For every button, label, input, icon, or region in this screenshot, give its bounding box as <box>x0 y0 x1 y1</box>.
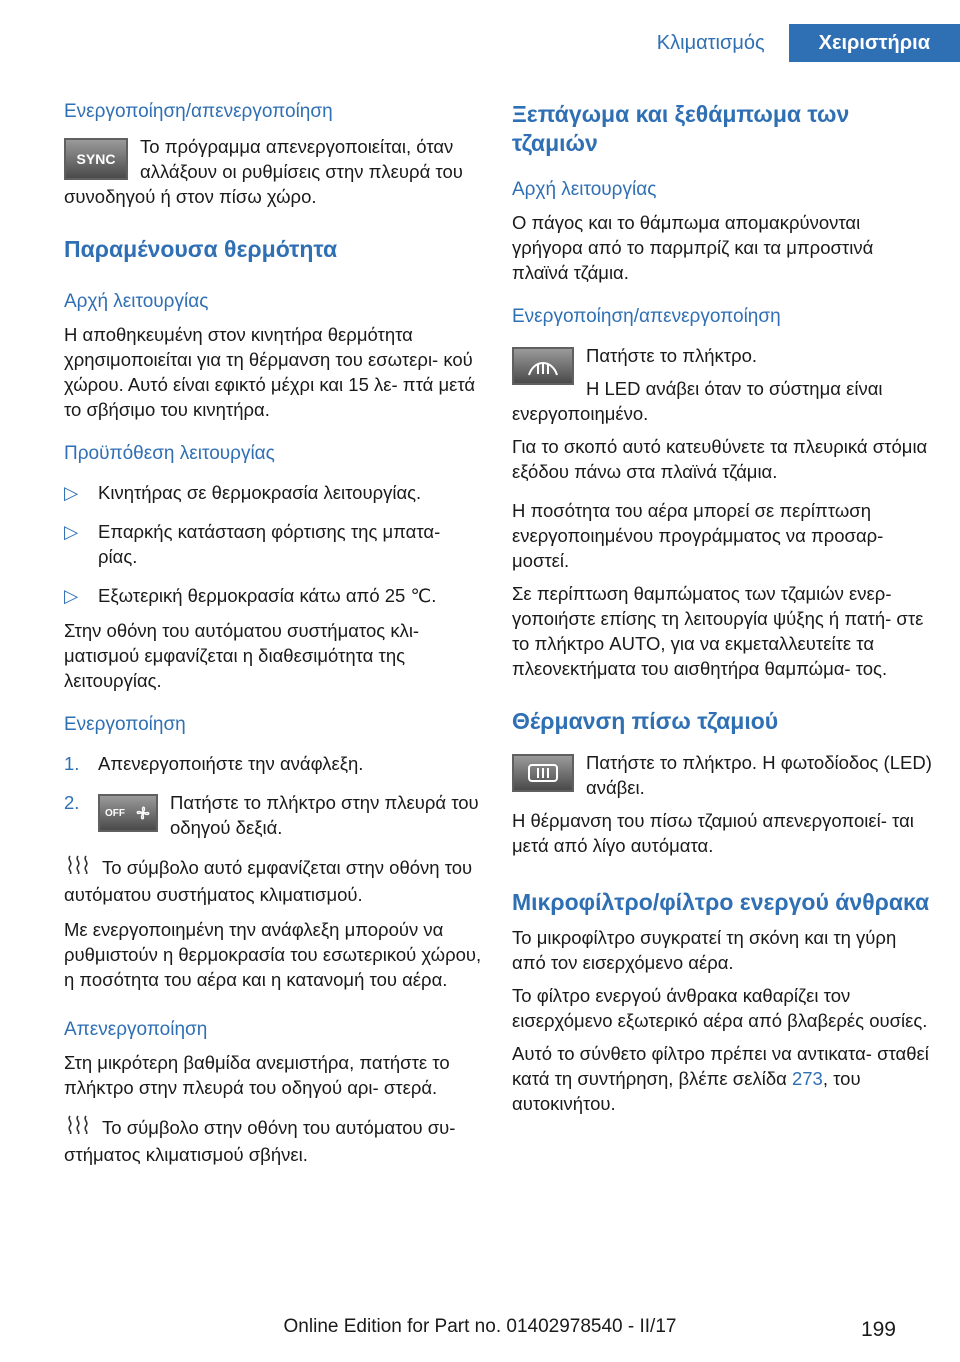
triangle-bullet-icon: ▷ <box>64 482 79 503</box>
fan-off-button-icon <box>98 794 158 832</box>
heading-prerequisite: Προϋπόθεση λειτουργίας <box>64 443 275 464</box>
press-text: Πατήστε το πλήκτρο. <box>586 345 758 366</box>
deactivate-text: Στη μικρότερη βαθμίδα ανεμιστήρα, πατήστε το πλήκτρο στην πλευρά του οδηγού αρι- στερά. <box>64 1052 450 1098</box>
direct-text: Για το σκοπό αυτό κατευθύνετε τα πλευρικά στόμια εξόδου πάνω στα πλαϊνά τζάμια. <box>512 436 928 482</box>
step-item <box>64 790 484 840</box>
sync-button-icon <box>64 138 128 180</box>
list-item <box>64 480 484 505</box>
heading-residual-heat: Παραμένουσα θερμότητα <box>64 236 338 262</box>
page-link[interactable]: 273 <box>791 1068 823 1089</box>
symbol-text: Το σύμβολο αυτό εμφανίζεται στην οθόνη του αυτόματου συστήματος κλιματισμού. <box>64 857 473 905</box>
list-item <box>64 583 484 608</box>
led-text: Η LED ανάβει όταν το σύστημα είναι ενεργοποιημένο. <box>512 378 883 424</box>
air-text: Η ποσότητα του αέρα μπορεί σε περίπτωση ενεργοποιημένου προγράμματος να προσαρ- μοστεί. <box>512 500 884 571</box>
right-column <box>512 100 932 1116</box>
left-column <box>64 100 484 1167</box>
header-tabs <box>633 24 960 62</box>
list-item-text: Εξωτερική θερμοκρασία κάτω από 25 ℃. <box>98 585 437 606</box>
heading-principle: Αρχή λειτουργίας <box>64 291 209 312</box>
list-item <box>64 519 484 569</box>
heading-filter: Μικροφίλτρο/φίλτρο ενεργού άνθρακα <box>512 889 930 915</box>
list-item-text: Επαρκής κατάσταση φόρτισης της μπατα- ρίας. <box>98 521 441 567</box>
filter-text-1: Το μικροφίλτρο συγκρατεί τη σκόνη και τη γύρη από τον εισερχόμενο αέρα. <box>512 927 897 973</box>
heading-rear-window: Θέρμανση πίσω τζαμιού <box>512 708 779 734</box>
prereq-note: Στην οθόνη του αυτόματου συστήματος κλι- ματισμού εμφανίζεται η διαθεσιμότητα της λειτουργίας. <box>64 620 420 691</box>
heat-waves-icon <box>64 1121 92 1138</box>
step-text: Απενεργοποιήστε την ανάφλεξη. <box>98 753 364 774</box>
ignition-text: Με ενεργοποιημένη την ανάφλεξη μπορούν να ρυθμιστούν η θερμοκρασία του εσωτερικού χώρου, η ποσότητα του αέρα και η κατανομή του αέρα. <box>64 919 482 990</box>
principle-text-right: Ο πάγος και το θάμπωμα απομακρύνονται γρήγορα από το παρμπρίζ και τα μπροστινά πλαϊνά τζάμια. <box>512 212 874 283</box>
fan-off-label: OFF <box>105 807 125 819</box>
step-item <box>64 751 484 776</box>
symbol-off-text: Το σύμβολο στην οθόνη του αυτόματου συ- στήματος κλιματισμού σβήνει. <box>64 1117 456 1165</box>
list-item-text: Κινητήρας σε θερμοκρασία λειτουργίας. <box>98 482 422 503</box>
windshield-defrost-icon <box>512 347 574 385</box>
triangle-bullet-icon: ▷ <box>64 585 79 606</box>
step-text: Πατήστε το πλήκτρο στην πλευρά του οδηγού δεξιά. <box>170 792 479 838</box>
heading-deactivate: Απενεργοποίηση <box>64 1019 208 1040</box>
heat-waves-icon <box>64 861 92 878</box>
triangle-bullet-icon: ▷ <box>64 521 79 542</box>
step-number: 1. <box>64 753 80 774</box>
sync-text: Το πρόγραμμα απενεργοποιείται, όταν αλλάξουν οι ρυθμίσεις στην πλευρά του συνοδηγού ή στον πίσω χώρο. <box>64 136 463 207</box>
heading-onoff: Ενεργοποίηση/απενεργοποίηση <box>64 101 333 122</box>
heading-defrost: Ξεπάγωμα και ξεθάμπωμα των τζαμιών <box>512 101 850 156</box>
step-number: 2. <box>64 792 80 813</box>
rear-off-text: Η θέρμανση του πίσω τζαμιού απενεργοποιεί- ται μετά από λίγο αυτόματα. <box>512 810 914 856</box>
principle-text: Η αποθηκευμένη στον κινητήρα θερμότητα χρησιμοποιείται για τη θέρμανση του εσωτερι- κού χώρου. Αυτό είναι εφικτό μέχρι και 15 λε- πτά μετά το σβήσιμο του κινητήρα. <box>64 324 476 420</box>
filter-text-3: Αυτό το σύνθετο φίλτρο πρέπει να αντικατα- σταθεί κατά τη συντήρηση, βλέπε σελίδα 273, του αυτοκινήτου. <box>512 1043 929 1114</box>
tab-climate[interactable]: Κλιματισμός <box>633 24 789 62</box>
fan-icon <box>135 805 151 821</box>
sync-label: SYNC <box>76 151 116 167</box>
heading-activate: Ενεργοποίηση <box>64 714 186 735</box>
page-number: 199 <box>860 1318 896 1341</box>
filter-text-2: Το φίλτρο ενεργού άνθρακα καθαρίζει τον εισερχόμενο εξωτερικό αέρα από βλαβερές ουσίες. <box>512 985 928 1031</box>
footer-edition: Online Edition for Part no. 01402978540 - II/17 <box>283 1316 677 1337</box>
tab-controls[interactable]: Χειριστήρια <box>789 24 960 62</box>
heading-onoff-right: Ενεργοποίηση/απενεργοποίηση <box>512 306 781 327</box>
rear-window-heating-icon <box>512 754 574 792</box>
rear-press-text: Πατήστε το πλήκτρο. Η φωτοδίοδος (LED) ανάβει. <box>586 752 932 798</box>
fog-text: Σε περίπτωση θαμπώματος των τζαμιών ενερ- γοποιήστε επίσης τη λειτουργία ψύξης ή πατή- στε το πλήκτρο AUTO, για να εκμεταλλευτείτε τα πλεονεκτήματα του αισθητήρα θαμπώμα- τος. <box>512 583 924 679</box>
heading-principle-right: Αρχή λειτουργίας <box>512 179 657 200</box>
